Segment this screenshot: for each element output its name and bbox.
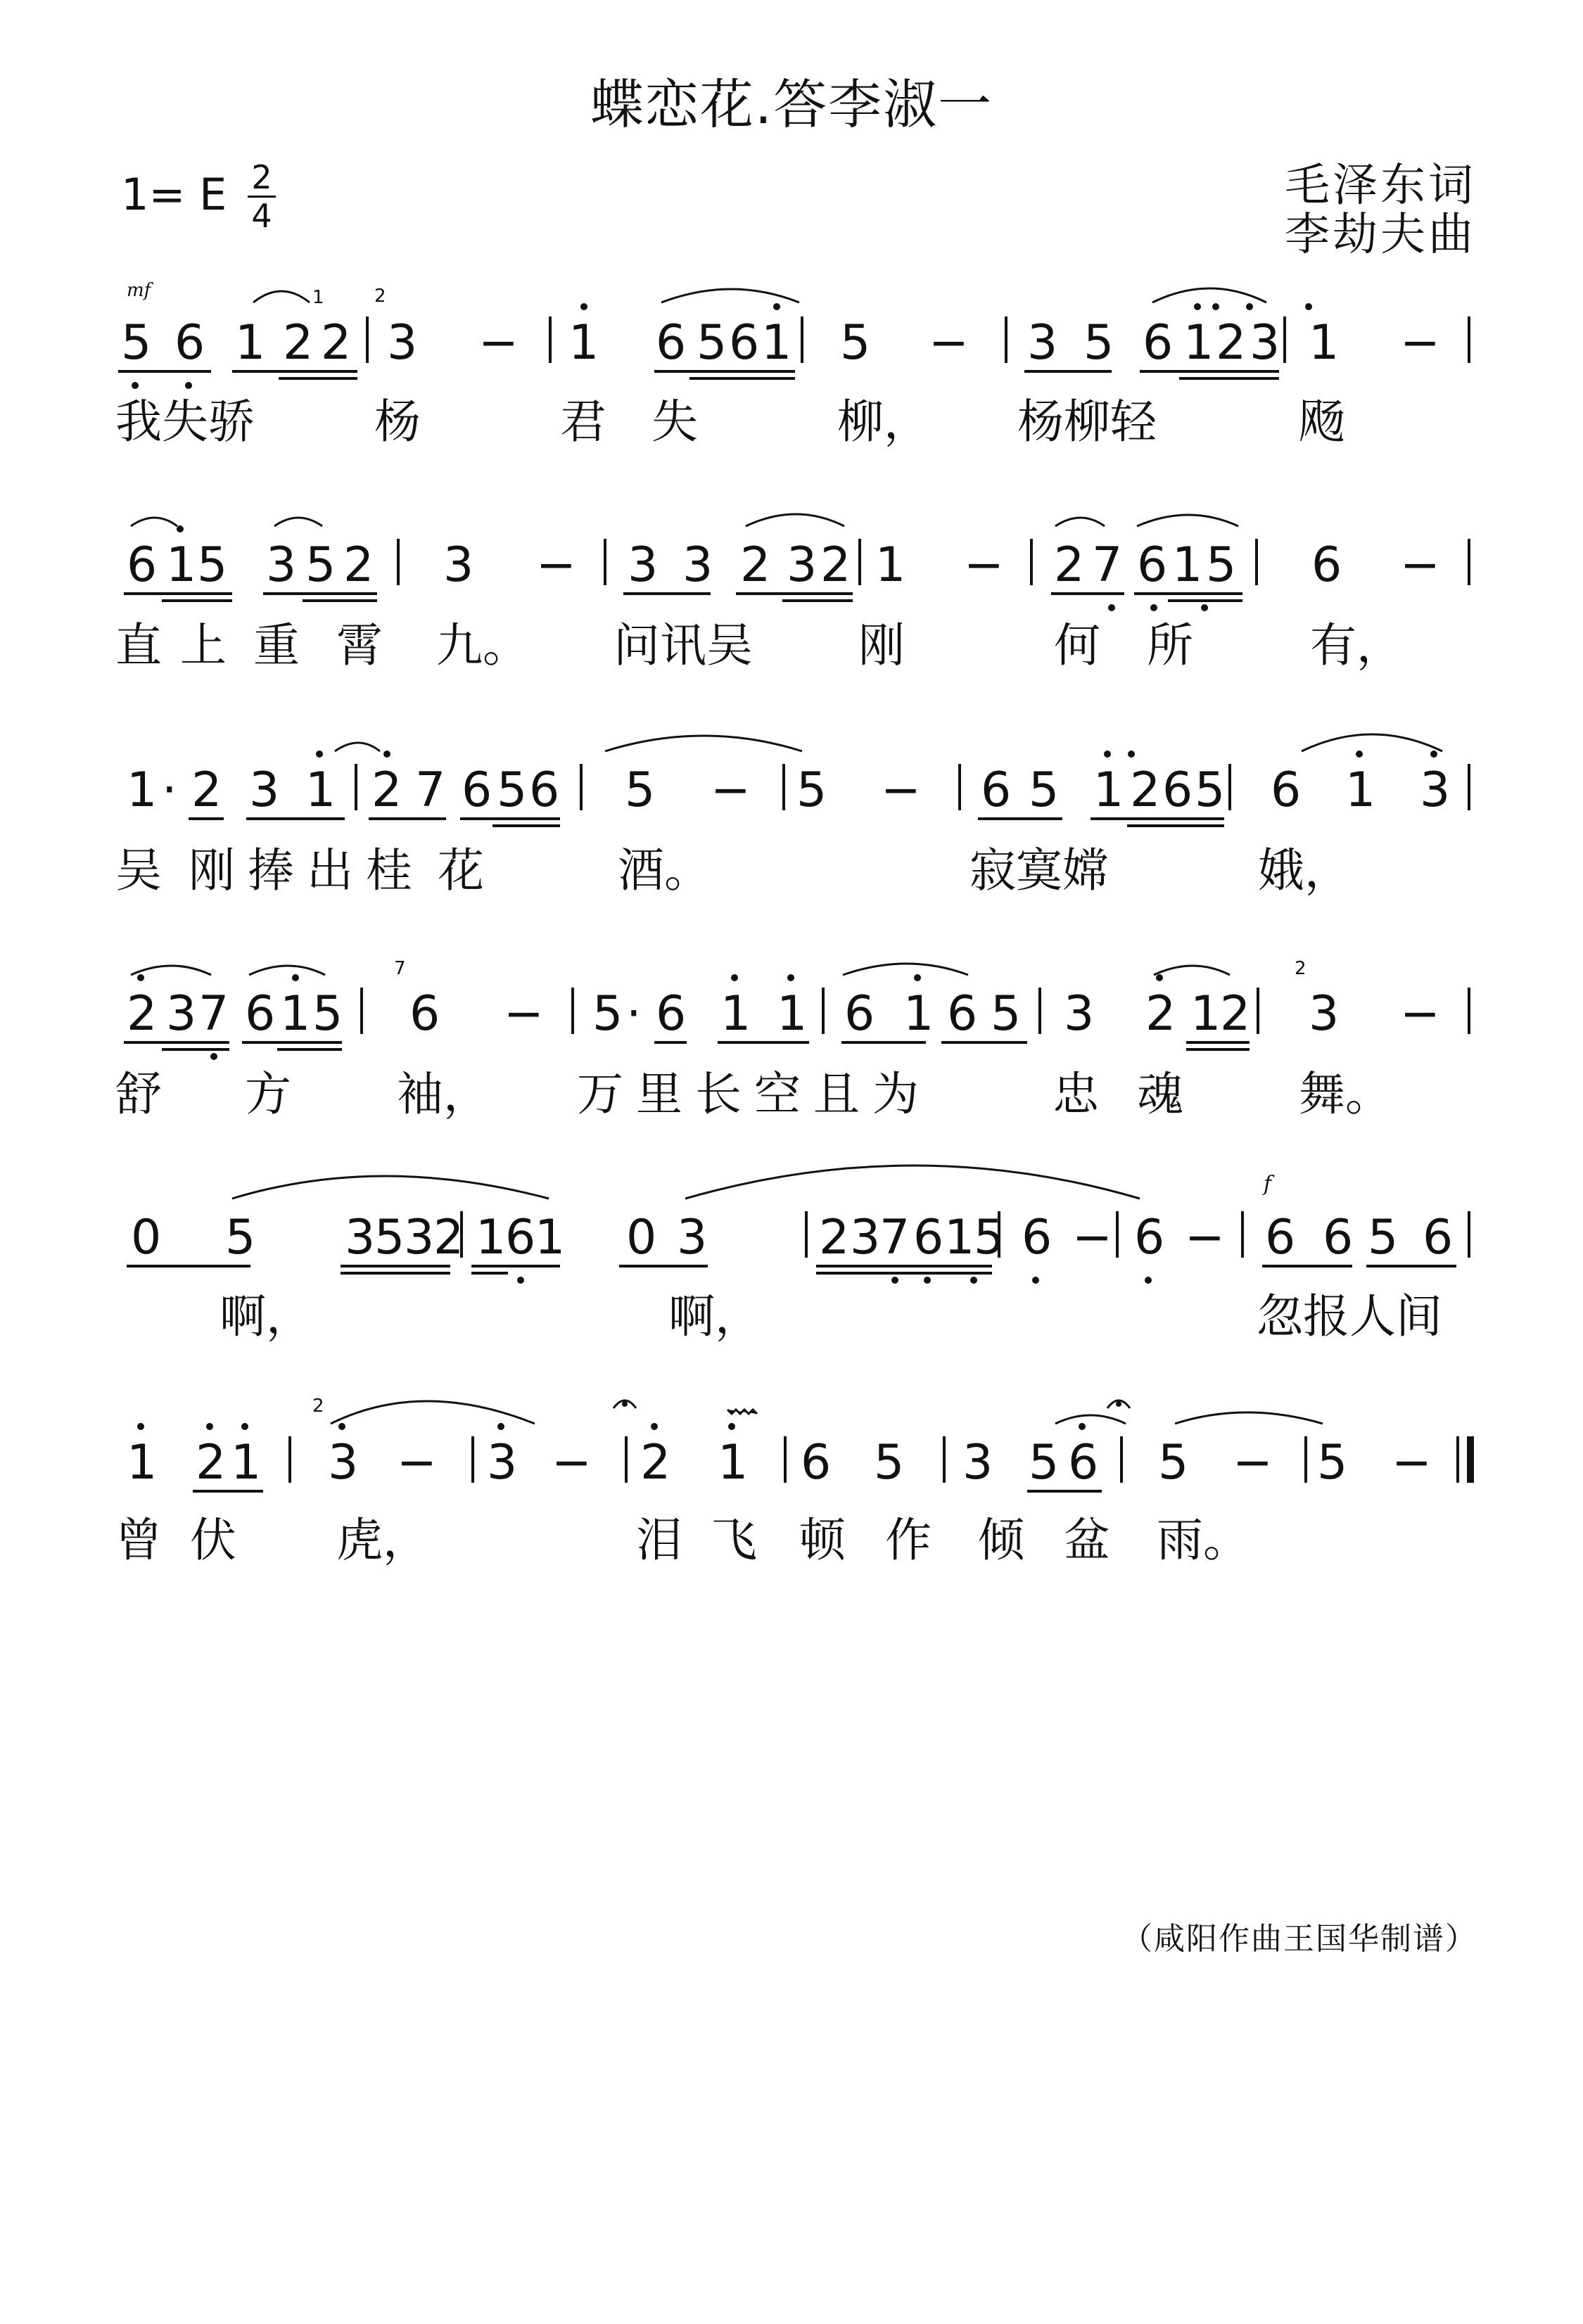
lyric: 忠 xyxy=(1053,1067,1099,1121)
page-title: 蝶恋花.答李淑一 xyxy=(590,73,993,136)
lyric: 杨 xyxy=(374,395,421,449)
lyric: 泪 xyxy=(636,1513,682,1567)
fermatas xyxy=(614,1400,1130,1408)
lyric: 飏 xyxy=(1299,395,1345,449)
lyric: 盆 xyxy=(1064,1513,1110,1567)
lyric: 舞。 xyxy=(1299,1067,1392,1121)
lyric: 伏 xyxy=(190,1513,236,1567)
lyric: 万里长空且为 xyxy=(577,1067,932,1121)
bar-lines xyxy=(290,317,1470,1483)
dynamic-f: f xyxy=(1264,1172,1272,1196)
octave-dots xyxy=(132,303,1437,1430)
lyric: 娥， xyxy=(1258,843,1351,898)
lyricist-credit: 毛泽东词 xyxy=(1285,160,1476,212)
lyric: 忽报人间 xyxy=(1257,1289,1442,1343)
lyric: 所 xyxy=(1147,618,1193,672)
lyric: 袖， xyxy=(397,1067,490,1121)
lyric: 雨。 xyxy=(1157,1513,1250,1567)
lyric: 啊， xyxy=(668,1289,761,1343)
lyric: 方 xyxy=(245,1067,291,1121)
time-denominator: 4 xyxy=(251,197,272,235)
grace-note: 2 xyxy=(374,286,386,307)
lyric: 寂寞嫦 xyxy=(969,843,1109,898)
lyric: 顿 xyxy=(799,1513,846,1567)
lyric: 刚捧出桂 xyxy=(189,843,425,898)
lyric: 虎， xyxy=(336,1513,429,1567)
grace-note: 7 xyxy=(394,958,406,979)
lyric: 杨柳轻 xyxy=(1017,395,1157,449)
dynamic-mf: mf xyxy=(127,280,151,301)
lyric: 作 xyxy=(885,1513,932,1567)
lyric: 我失骄 xyxy=(115,395,255,449)
lyric: 何 xyxy=(1054,618,1100,672)
lyric: 有， xyxy=(1310,618,1403,672)
lyric: 柳， xyxy=(837,395,930,449)
grace-note: 2 xyxy=(1295,958,1307,979)
lyric: 九。 xyxy=(436,618,529,672)
lyric: 上 xyxy=(180,618,227,672)
lyric: 霄 xyxy=(336,618,383,672)
lyric: 倾 xyxy=(978,1513,1024,1567)
slurs xyxy=(131,288,1442,1424)
grace-note: 1 xyxy=(312,287,324,308)
grace-note: 2 xyxy=(312,1396,324,1417)
breath-mark xyxy=(727,1410,757,1414)
transcriber-credit: （咸阳作曲王国华制谱） xyxy=(1121,1921,1477,1957)
lyric: 酒。 xyxy=(618,843,711,898)
fermata-dots xyxy=(622,1401,1121,1407)
lyric: 啊， xyxy=(220,1289,312,1343)
time-numerator: 2 xyxy=(251,158,272,196)
lyric: 花 xyxy=(438,843,484,898)
lyric: 曾 xyxy=(115,1513,162,1567)
lyric: 直 xyxy=(115,618,162,672)
lyric: 飞 xyxy=(711,1513,757,1567)
lyric: 刚 xyxy=(858,618,905,672)
lyric: 君 xyxy=(560,395,606,449)
key-signature: 1= E xyxy=(121,169,227,220)
lyric: 舒 xyxy=(115,1067,162,1121)
lyric: 问讯吴 xyxy=(614,618,753,672)
lyric: 重 xyxy=(253,618,300,672)
lyric: 吴 xyxy=(115,843,162,898)
composer-credit: 李劫夫曲 xyxy=(1285,209,1476,261)
lyric: 失 xyxy=(651,395,698,449)
lyric: 魂 xyxy=(1137,1067,1183,1121)
